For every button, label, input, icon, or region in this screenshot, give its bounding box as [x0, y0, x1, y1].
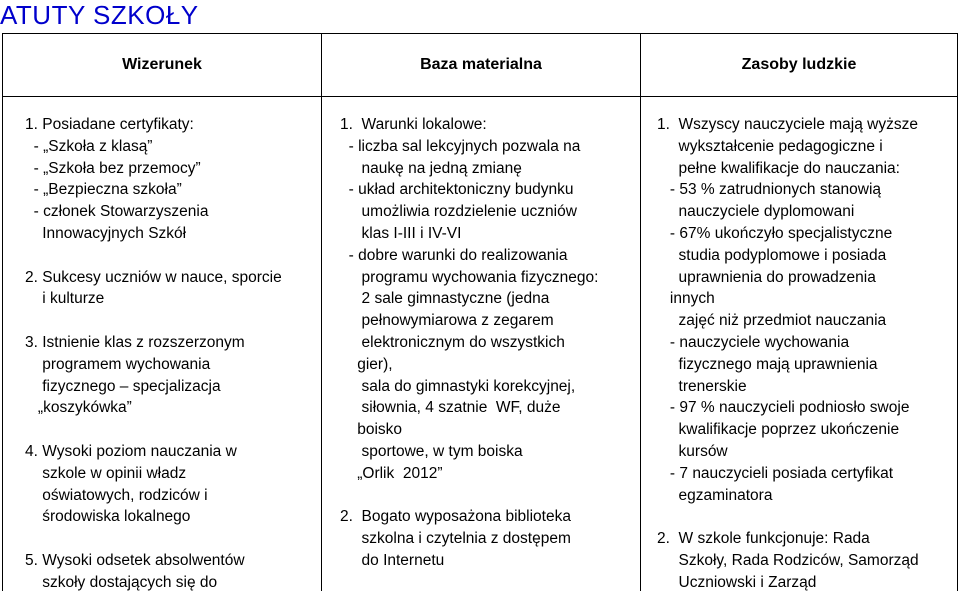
text-line: 1. Wszyscy nauczyciele mają wyższe	[657, 116, 918, 133]
text-line: uprawnienia do prowadzenia	[657, 268, 876, 286]
text-line: 2 sale gimnastyczne (jedna	[340, 290, 550, 308]
text-line: egzaminatora	[657, 486, 773, 504]
text-line: kursów	[657, 442, 728, 460]
text-line	[25, 245, 319, 267]
text-line: sala do gimnastyki korekcyjnej,	[340, 377, 576, 395]
text-line: fizycznego – specjalizacja	[25, 377, 221, 395]
text-line: - 53 % zatrudnionych stanowią	[657, 181, 882, 199]
text-line: - dobre warunki do realizowania	[340, 246, 568, 264]
text-line: środowiska lokalnego	[25, 508, 191, 526]
column-content-staff	[657, 114, 955, 591]
text-line	[340, 485, 638, 507]
text-line: 1. Warunki lokalowe:	[340, 116, 487, 133]
text-line: szkole w opinii władz	[25, 464, 187, 482]
text-line: gier),	[340, 355, 393, 373]
text-line: - układ architektoniczny budynku	[340, 181, 574, 199]
column-header-staff: Zasoby ludzkie	[741, 56, 857, 73]
text-line	[25, 528, 319, 550]
text-line: nauczyciele dyplomowani	[657, 203, 855, 221]
text-line: innych	[657, 290, 715, 308]
column-divider	[321, 34, 322, 591]
column-divider	[640, 34, 641, 591]
text-line: siłownia, 4 szatnie WF, duże	[340, 399, 561, 417]
text-line: programu wychowania fizycznego:	[340, 268, 599, 286]
text-line: pełne kwalifikacje do nauczania:	[657, 159, 900, 177]
text-line: umożliwia rozdzielenie uczniów	[340, 203, 577, 221]
text-line	[25, 419, 319, 441]
text-line: - 97 % nauczycieli podniosło swoje	[657, 399, 910, 417]
text-line: 2. Bogato wyposażona biblioteka	[340, 508, 571, 526]
column-header-facilities: Baza materialna	[420, 56, 542, 73]
text-line: „koszykówka”	[25, 399, 132, 417]
text-line: - członek Stowarzyszenia	[25, 203, 209, 221]
text-line: boisko	[340, 421, 403, 439]
text-line: trenerskie	[657, 377, 747, 395]
text-line: pełnowymiarowa z zegarem	[340, 312, 554, 330]
column-content-image	[25, 114, 319, 591]
text-line: fizycznego mają uprawnienia	[657, 355, 878, 373]
text-line: szkolna i czytelnia z dostępem	[340, 530, 571, 548]
text-line: elektronicznym do wszystkich	[340, 333, 565, 351]
text-line: studia podyplomowe i posiada	[657, 246, 887, 264]
text-line	[657, 506, 955, 528]
text-line: naukę na jedną zmianę	[340, 159, 522, 177]
text-line: 5. Wysoki odsetek absolwentów	[25, 551, 245, 569]
strengths-table	[2, 33, 958, 591]
text-line: programem wychowania	[25, 355, 211, 373]
text-line: Szkoły, Rada Rodziców, Samorząd	[657, 551, 919, 569]
text-line: 2. Sukcesy uczniów w nauce, sporcie	[25, 268, 282, 286]
text-line: - liczba sal lekcyjnych pozwala na	[340, 137, 581, 155]
text-line: do Internetu	[340, 551, 445, 569]
text-line: oświatowych, rodziców i	[25, 486, 208, 504]
text-line: Innowacyjnych Szkół	[25, 224, 187, 242]
text-line	[25, 310, 319, 332]
text-line: „Orlik 2012”	[340, 464, 443, 482]
text-line: - 7 nauczycieli posiada certyfikat	[657, 464, 894, 482]
text-line: 2. W szkole funkcjonuje: Rada	[657, 530, 870, 548]
text-line: - nauczyciele wychowania	[657, 333, 850, 351]
text-line: Uczniowski i Zarząd	[657, 573, 817, 591]
text-line: i kulturze	[25, 290, 105, 308]
text-line: 4. Wysoki poziom nauczania w	[25, 442, 237, 460]
text-line: - „Szkoła bez przemocy”	[25, 159, 201, 177]
text-line: szkoły dostających się do	[25, 573, 218, 591]
text-line: wykształcenie pedagogiczne i	[657, 137, 883, 155]
text-line: - „Szkoła z klasą”	[25, 137, 153, 155]
text-line: - 67% ukończyło specjalistyczne	[657, 224, 893, 242]
text-line: sportowe, w tym boiska	[340, 442, 523, 460]
page-title: ATUTY SZKOŁY	[0, 0, 199, 30]
column-header-image: Wizerunek	[122, 56, 202, 73]
text-line: - „Bezpieczna szkoła”	[25, 181, 182, 199]
header-divider	[3, 96, 957, 97]
text-line: 3. Istnienie klas z rozszerzonym	[25, 333, 245, 351]
text-line: kwalifikacje poprzez ukończenie	[657, 421, 900, 439]
text-line: klas I-III i IV-VI	[340, 224, 462, 242]
column-content-facilities	[340, 114, 638, 572]
text-line: zajęć niż przedmiot nauczania	[657, 312, 887, 330]
text-line: 1. Posiadane certyfikaty:	[25, 116, 194, 133]
